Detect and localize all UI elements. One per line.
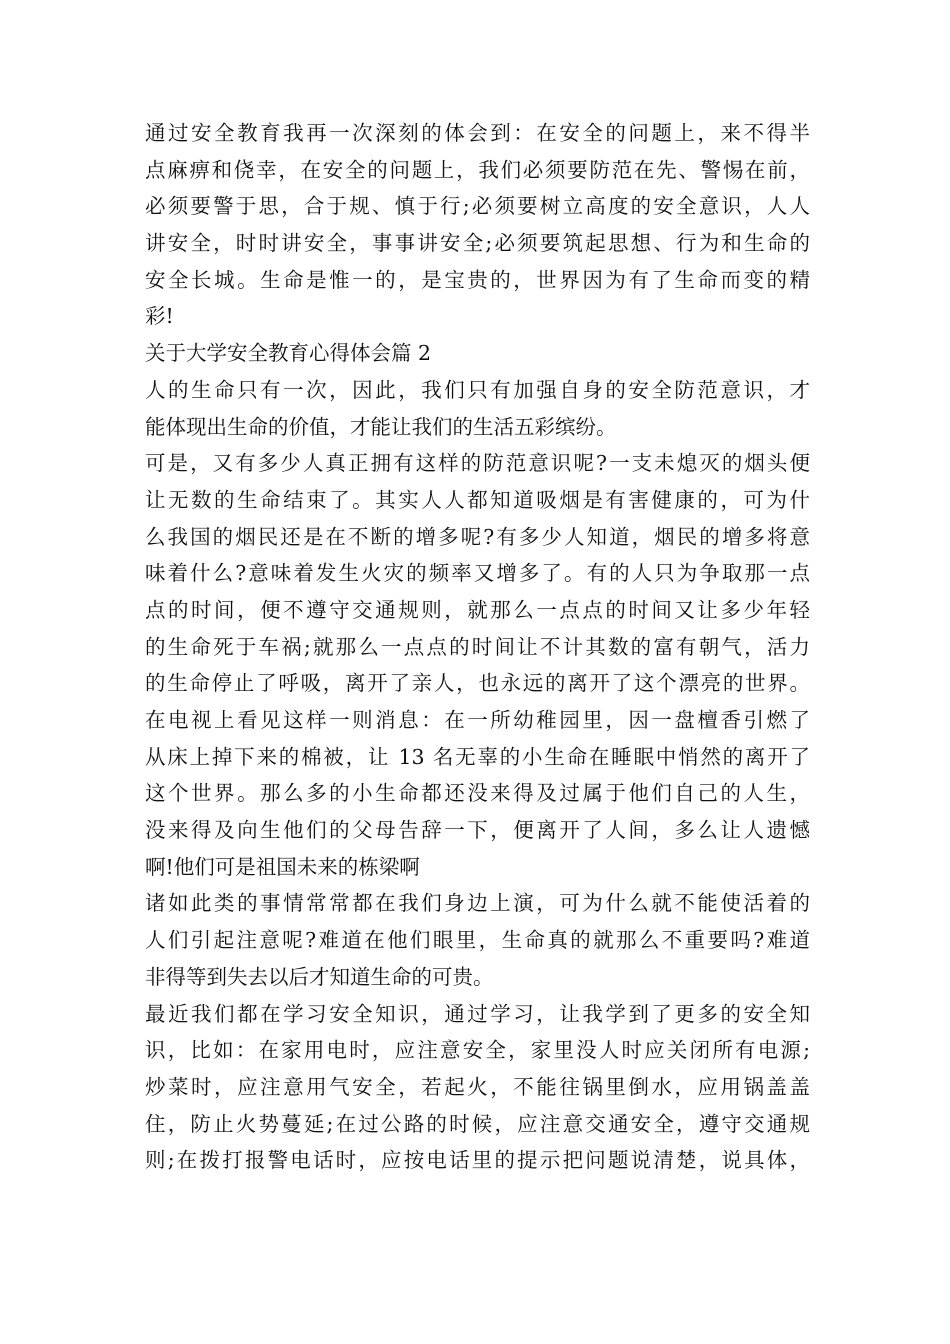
text-line: 最近我们都在学习安全知识，通过学习，让我学到了更多的安全知 — [145, 1001, 810, 1026]
text-line: 人们引起注意呢?难道在他们眼里，生命真的就那么不重要吗?难道 — [145, 928, 810, 953]
text-line: 住，防止火势蔓延;在过公路的时候，应注意交通安全，遵守交通规 — [145, 1111, 810, 1136]
text-line: 识，比如：在家用电时，应注意安全，家里没人时应关闭所有电源; — [145, 1038, 810, 1063]
text-line: 关于大学安全教育心得体会篇 2 — [145, 341, 432, 366]
text-line: 在电视上看见这样一则消息：在一所幼稚园里，因一盘檀香引燃了 — [145, 708, 810, 732]
text-line: 可是，又有多少人真正拥有这样的防范意识呢?一支未熄灭的烟头便 — [145, 451, 810, 476]
text-line: 安全长城。生命是惟一的，是宝贵的，世界因为有了生命而变的精 — [145, 267, 810, 292]
text-line: 非得等到失去以后才知道生命的可贵。 — [145, 964, 494, 989]
text-line: 的生命死于车祸;就那么一点点的时间让不计其数的富有朝气，活力 — [145, 634, 810, 659]
text-line: 能体现出生命的价值，才能让我们的生活五彩缤纷。 — [145, 414, 617, 439]
text-line: 让无数的生命结束了。其实人人都知道吸烟是有害健康的，可为什 — [145, 487, 810, 512]
document-body — [145, 115, 810, 1179]
text-line: 的生命停止了呼吸，离开了亲人，也永远的离开了这个漂亮的世界。 — [145, 671, 810, 696]
text-line: 从床上掉下来的棉被，让 13 名无辜的小生命在睡眠中悄然的离开了 — [145, 744, 810, 769]
text-line: 啊!他们可是祖国未来的栋梁啊 — [145, 854, 420, 879]
text-line: 没来得及向生他们的父母告辞一下，便离开了人间，多么让人遗憾 — [145, 818, 810, 843]
text-line: 点的时间，便不遵守交通规则，就那么一点点的时间又让多少年轻 — [145, 597, 810, 622]
text-line: 么我国的烟民还是在不断的增多呢?有多少人知道，烟民的增多将意 — [145, 524, 810, 549]
text-line: 必须要警于思，合于规、慎于行;必须要树立高度的安全意识，人人 — [145, 194, 810, 219]
text-line: 通过安全教育我再一次深刻的体会到：在安全的问题上，来不得半 — [145, 121, 810, 145]
text-line: 这个世界。那么多的小生命都还没来得及过属于他们自己的人生， — [145, 781, 810, 806]
text-line: 炒菜时，应注意用气安全，若起火，不能往锅里倒水，应用锅盖盖 — [145, 1074, 810, 1099]
text-line: 诸如此类的事情常常都在我们身边上演，可为什么就不能使活着的 — [145, 891, 810, 916]
text-line: 讲安全，时时讲安全，事事讲安全;必须要筑起思想、行为和生命的 — [145, 231, 810, 256]
text-line: 味着什么?意味着发生火灾的频率又增多了。有的人只为争取那一点 — [145, 561, 810, 586]
text-line: 点麻痹和侥幸，在安全的问题上，我们必须要防范在先、警惕在前， — [145, 157, 810, 182]
text-line: 人的生命只有一次，因此，我们只有加强自身的安全防范意识，才 — [145, 377, 810, 402]
text-line: 彩! — [145, 304, 174, 329]
text-line: 则;在拨打报警电话时，应按电话里的提示把问题说清楚，说具体， — [145, 1148, 810, 1173]
